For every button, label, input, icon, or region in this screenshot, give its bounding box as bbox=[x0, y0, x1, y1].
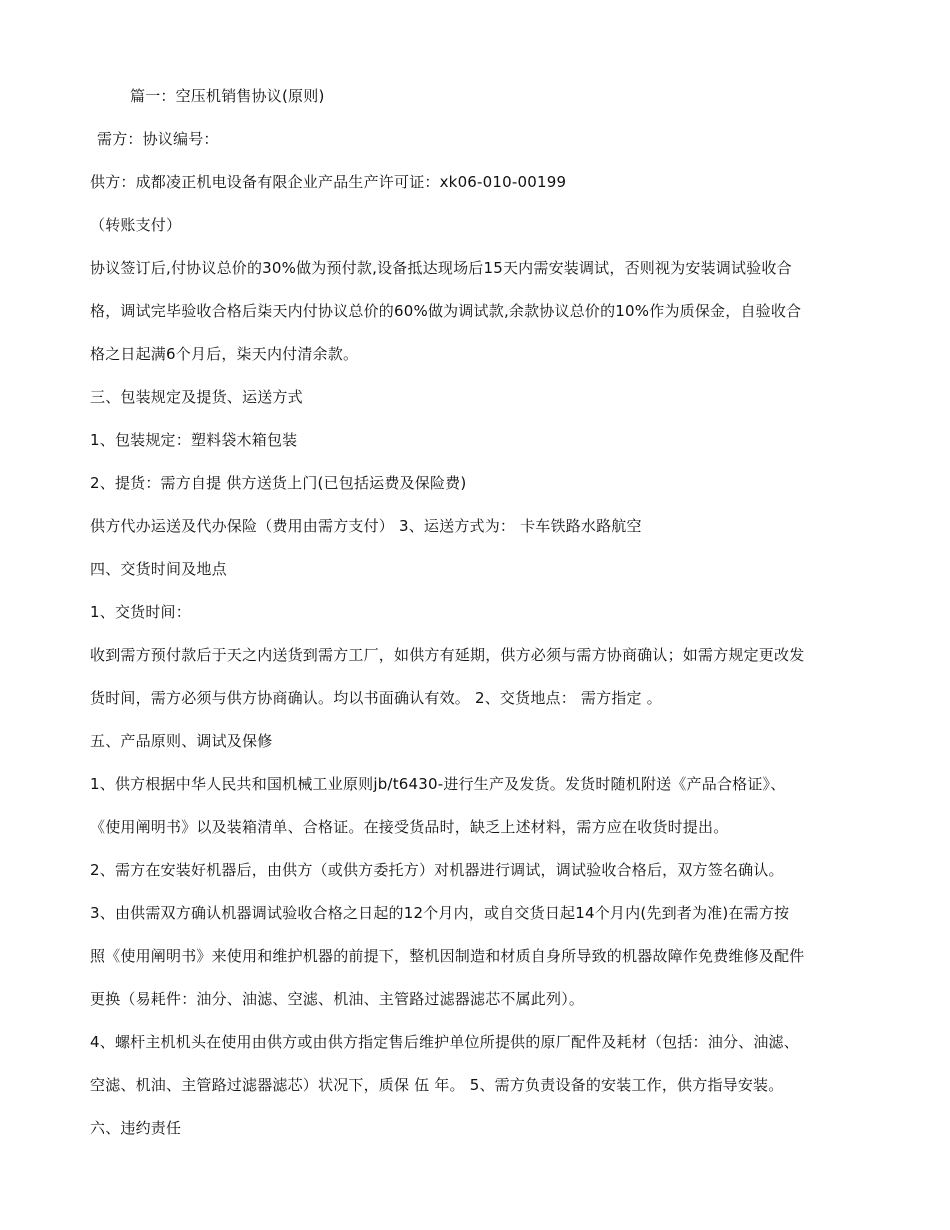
doc-paragraph-line: 空滤、机油、主管路过滤器滤芯）状况下，质保 伍 年。 5、需方负责设备的安装工作，供方指导安装。 bbox=[90, 1076, 784, 1094]
doc-line-buyer: 需方：协议编号： bbox=[97, 130, 219, 148]
doc-line-supplier: 供方：成都凌正机电设备有限企业产品生产许可证：xk06-010-00199 bbox=[90, 173, 567, 191]
doc-list-item: 1、供方根据中华人民共和国机械工业原则jb/t6430-进行生产及发货。发货时随机附送《产品合格证》、 bbox=[90, 775, 786, 793]
doc-list-item: 1、包装规定：塑料袋木箱包装 bbox=[90, 431, 298, 449]
doc-paragraph-line: 《使用阐明书》以及装箱清单、合格证。在接受货品时，缺乏上述材料，需方应在收货时提出。 bbox=[90, 818, 729, 836]
section-heading-product: 五、产品原则、调试及保修 bbox=[90, 732, 273, 750]
section-heading-delivery: 四、交货时间及地点 bbox=[90, 560, 227, 578]
doc-paragraph-line: 协议签订后,付协议总价的30%做为预付款,设备抵达现场后15天内需安装调试，否则视为安装调试验收合 bbox=[90, 259, 792, 277]
doc-title: 篇一：空压机销售协议(原则) bbox=[130, 87, 325, 105]
doc-paragraph-line: 货时间，需方必须与供方协商确认。均以书面确认有效。 2、交货地点： 需方指定 。 bbox=[90, 689, 662, 707]
doc-list-item: 3、由供需双方确认机器调试验收合格之日起的12个月内，或自交货日起14个月内(先到者为准)在需方按 bbox=[90, 904, 790, 922]
doc-paragraph-line: 格之日起满6个月后，柒天内付清余款。 bbox=[90, 345, 359, 363]
doc-paragraph-line: 更换（易耗件：油分、油滤、空滤、机油、主管路过滤器滤芯不属此列）。 bbox=[90, 990, 585, 1008]
doc-list-item: 2、提货：需方自提 供方送货上门(已包括运费及保险费) bbox=[90, 474, 467, 492]
doc-list-item: 1、交货时间： bbox=[90, 603, 191, 621]
doc-paragraph-line: 格，调试完毕验收合格后柒天内付协议总价的60%做为调试款,余款协议总价的10%作为质保金，自验收合 bbox=[90, 302, 802, 320]
doc-paragraph-line: 收到需方预付款后于天之内送货到需方工厂，如供方有延期，供方必须与需方协商确认；如需方规定更改发 bbox=[90, 646, 805, 664]
section-heading-liability: 六、违约责任 bbox=[90, 1119, 182, 1137]
section-heading-packaging: 三、包装规定及提货、运送方式 bbox=[90, 388, 303, 406]
doc-list-item: 4、螺杆主机机头在使用由供方或由供方指定售后维护单位所提供的原厂配件及耗材（包括：油分、油滤、 bbox=[90, 1033, 799, 1051]
doc-paragraph-line: 照《使用阐明书》来使用和维护机器的前提下，整机因制造和材质自身所导致的机器故障作免费维修及配件 bbox=[90, 947, 805, 965]
doc-line-payment-method: （转账支付） bbox=[90, 216, 182, 234]
doc-paragraph-line: 供方代办运送及代办保险（费用由需方支付） 3、运送方式为： 卡车铁路水路航空 bbox=[90, 517, 642, 535]
doc-list-item: 2、需方在安装好机器后，由供方（或供方委托方）对机器进行调试，调试验收合格后，双方签名确认。 bbox=[90, 861, 784, 879]
